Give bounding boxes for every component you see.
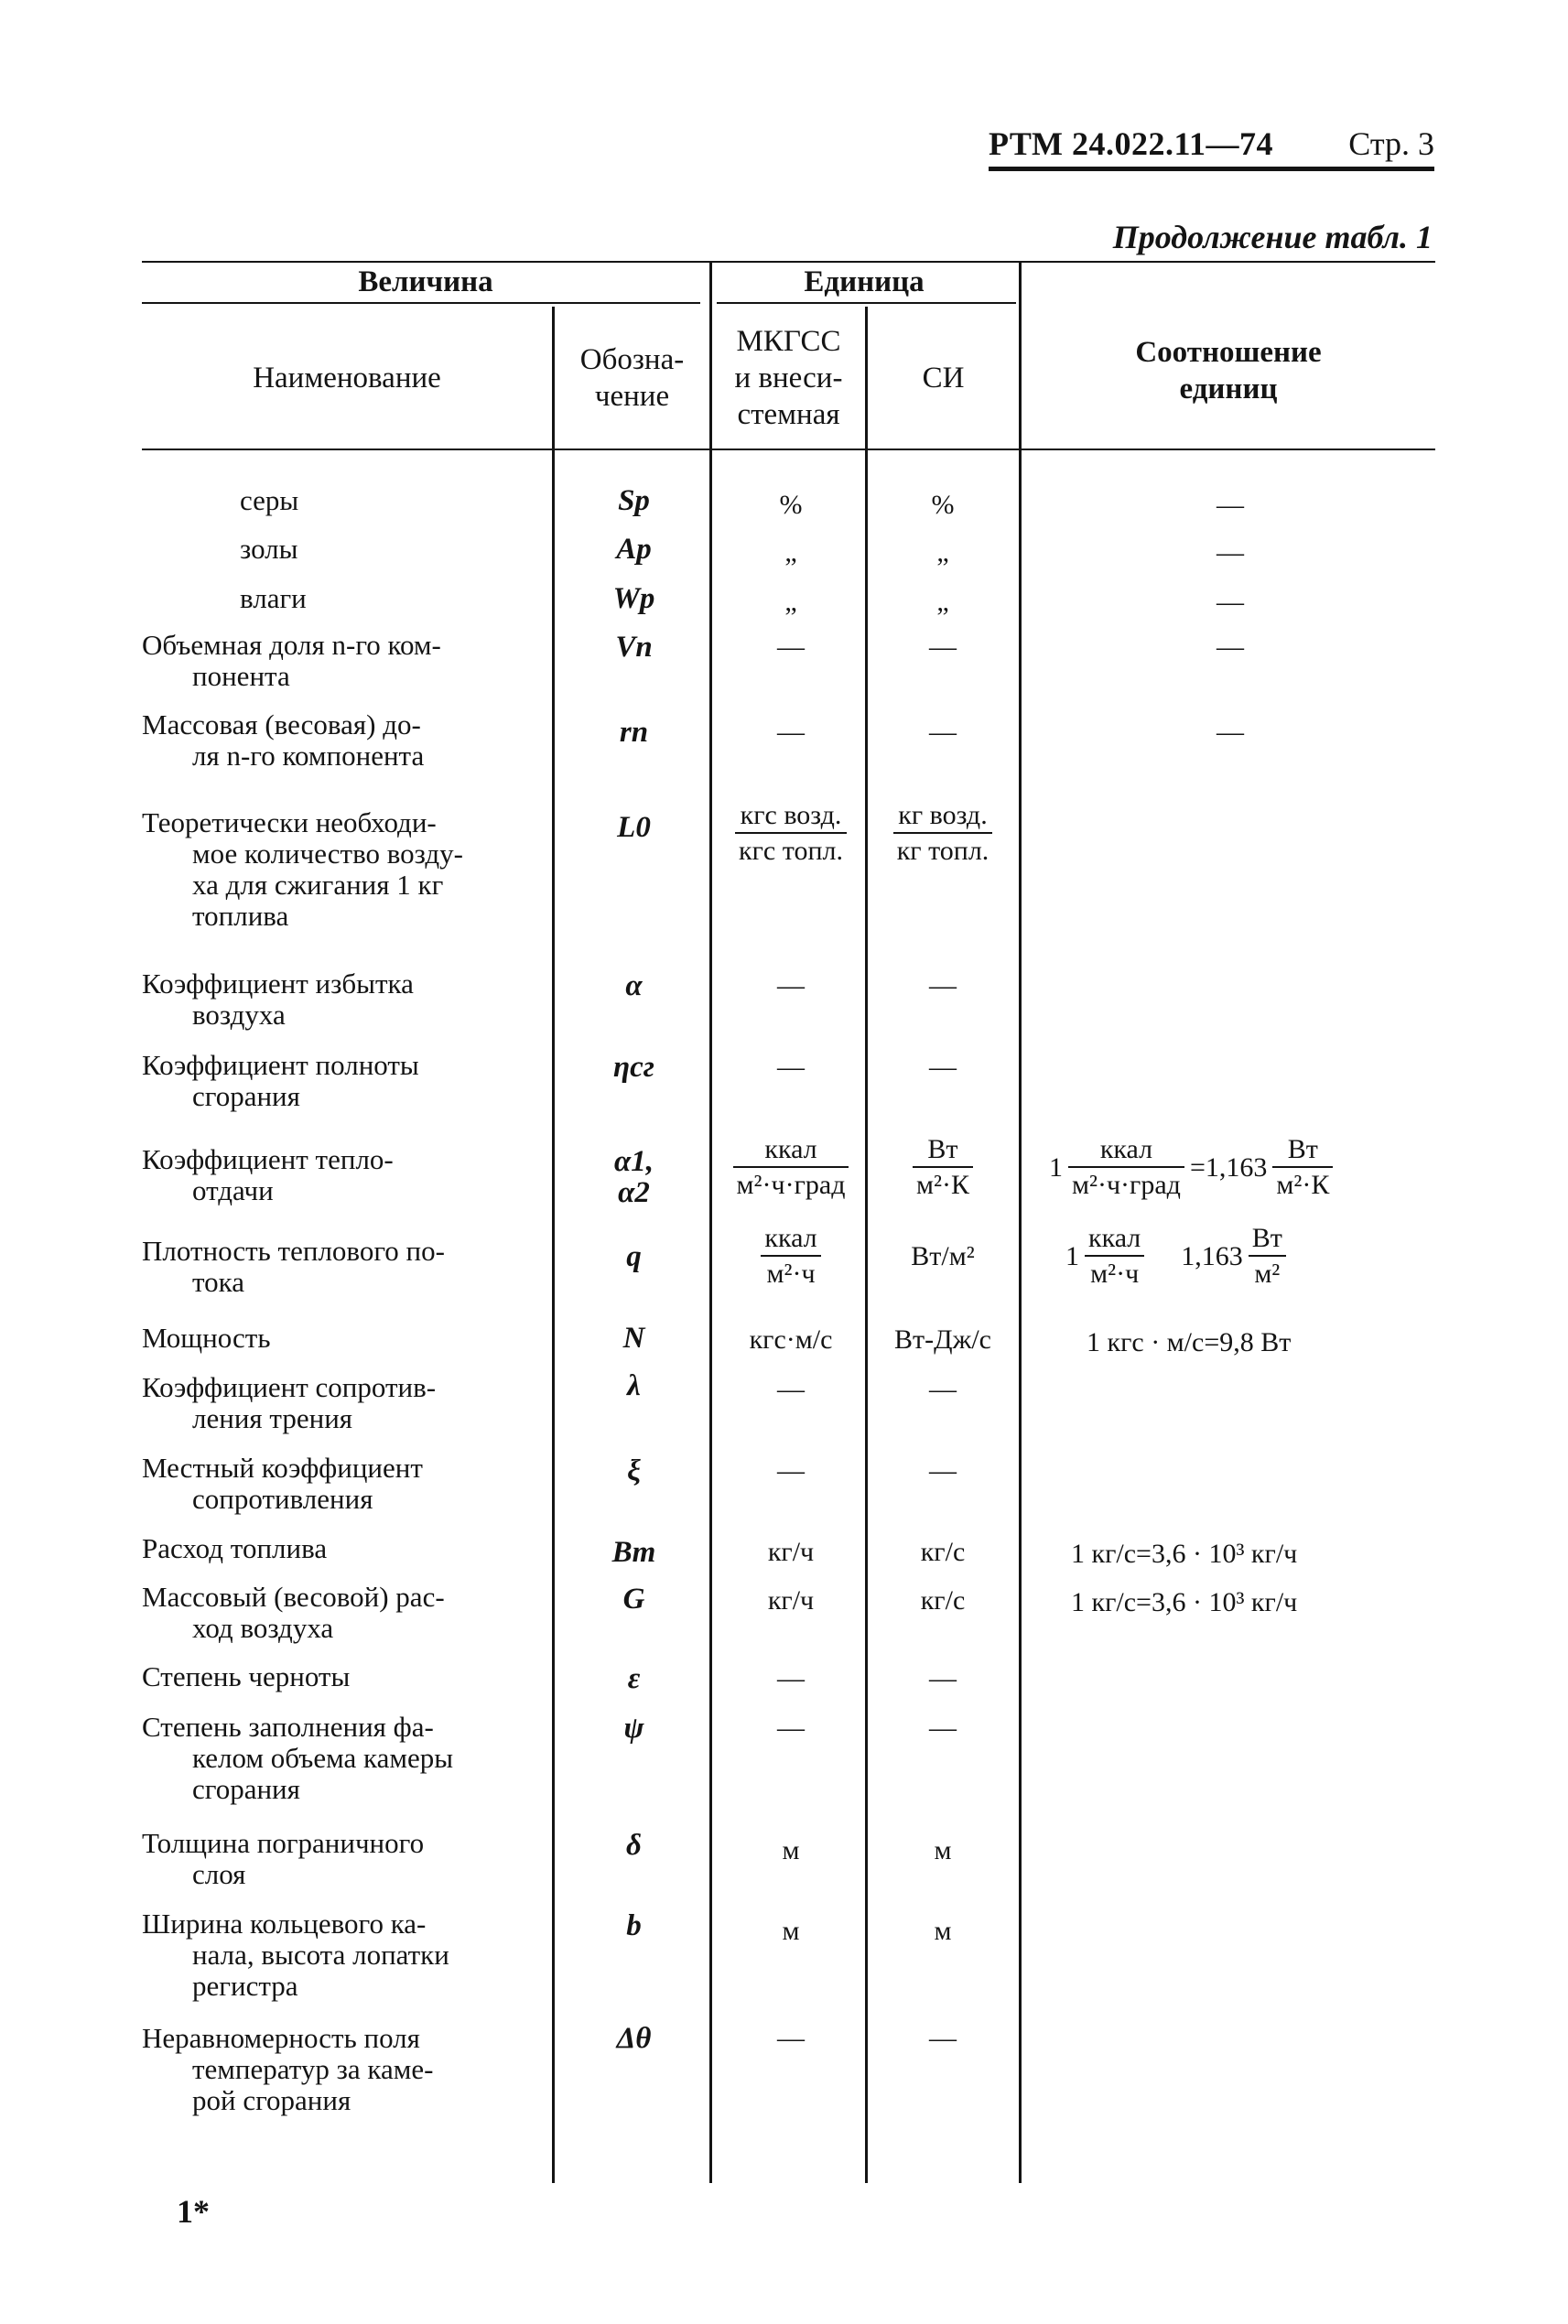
row-si-friction-coefficient: —: [929, 1374, 957, 1404]
row-mkgss-emissivity: —: [777, 1663, 805, 1693]
row-si-air-mass-flow: кг/с: [920, 1585, 966, 1616]
row-name-flame-filling: Степень заполнения фа- келом объема камеры сгорания: [142, 1711, 454, 1805]
row-symbol-fuel-flow: Bт: [611, 1536, 656, 1569]
header-unit: Единица: [804, 265, 925, 298]
document-code: РТМ 24.022.11—74: [989, 125, 1273, 162]
row-mkgss-heat-flux: $\frac{\text{ккал}}{\text{м²·ч}}$: [717, 1222, 865, 1292]
row-mkgss-combustion-completeness: —: [777, 1052, 805, 1082]
row-si-mass-fraction: —: [929, 717, 957, 747]
row-mkgss-moisture: „: [784, 587, 797, 617]
row-si-heat-flux: Вт/м²: [911, 1241, 975, 1271]
row-name-annular-channel: Ширина кольцевого ка- нала, высота лопатки регистра: [142, 1908, 449, 2002]
row-relation-moisture: —: [1217, 587, 1244, 617]
header-bottom-rule: [142, 449, 1435, 450]
row-name-air-mass-flow: Массовый (весовой) рас- ход воздуха: [142, 1581, 445, 1644]
row-si-emissivity: —: [929, 1663, 957, 1693]
row-relation-mass-fraction: —: [1217, 717, 1244, 747]
row-symbol-air-mass-flow: G: [622, 1583, 645, 1616]
header-sub-rule-right: [717, 302, 1016, 304]
row-symbol-local-resistance: ξ: [627, 1454, 641, 1487]
row-symbol-ash: Aр: [616, 533, 652, 566]
row-relation-fuel-flow: 1 кг/с=3,6 · 10³ кг/ч: [1071, 1539, 1298, 1569]
header-name: Наименование: [253, 361, 441, 395]
row-si-temperature-nonuniformity: —: [929, 2023, 957, 2053]
row-mkgss-fuel-flow: кг/ч: [767, 1537, 815, 1567]
row-mkgss-theoretical-air: $\frac{\text{кгс возд.}}{\text{кгс топл.}}$: [717, 799, 865, 869]
row-name-emissivity: Степень черноты: [142, 1660, 351, 1692]
row-relation-air-mass-flow: 1 кг/с=3,6 · 10³ кг/ч: [1071, 1587, 1298, 1617]
row-si-power: Вт-Дж/с: [894, 1324, 991, 1355]
row-mkgss-excess-air: —: [777, 970, 805, 1000]
row-si-sulfur: %: [931, 490, 955, 520]
row-mkgss-volume-fraction: —: [777, 632, 805, 662]
row-name-temperature-nonuniformity: Неравномерность поля температур за каме- рой сгорания: [142, 2022, 434, 2116]
row-name-friction-coefficient: Коэффициент сопротив- ления трения: [142, 1371, 437, 1434]
row-si-boundary-layer: м: [934, 1835, 952, 1865]
row-name-ash: золы: [240, 533, 298, 565]
row-name-mass-fraction: Массовая (весовая) до- ля n-го компонента: [142, 708, 425, 772]
row-name-boundary-layer: Толщина пограничного слоя: [142, 1827, 425, 1890]
row-symbol-combustion-completeness: ηсг: [613, 1051, 654, 1084]
column-rule-1: [552, 307, 555, 2183]
row-name-moisture: влаги: [240, 582, 307, 614]
row-name-fuel-flow: Расход топлива: [142, 1532, 328, 1564]
row-mkgss-sulfur: %: [779, 490, 803, 520]
row-si-flame-filling: —: [929, 1713, 957, 1743]
page-footnote-mark: 1*: [177, 2193, 210, 2230]
row-relation-ash: —: [1217, 537, 1244, 567]
row-relation-volume-fraction: —: [1217, 632, 1244, 662]
row-mkgss-mass-fraction: —: [777, 717, 805, 747]
row-name-heat-flux: Плотность теплового по- тока: [142, 1235, 445, 1298]
header-quantity: Величина: [358, 265, 493, 298]
row-name-heat-transfer: Коэффициент тепло- отдачи: [142, 1143, 394, 1206]
row-relation-heat-flux: 1 $\frac{\text{ккал}}{\text{м²·ч}}$ 1,163 $\frac{Вт}{\text{м²}}$: [1060, 1222, 1470, 1292]
row-symbol-emissivity: ε: [627, 1662, 641, 1695]
row-mkgss-flame-filling: —: [777, 1713, 805, 1743]
row-symbol-heat-transfer: α1, α2: [613, 1145, 654, 1209]
row-name-theoretical-air: Теоретически необходи- мое количество возду- ха для сжигания 1 кг топлива: [142, 806, 463, 932]
row-symbol-sulfur: Sр: [618, 484, 650, 517]
row-mkgss-annular-channel: м: [782, 1916, 800, 1946]
row-symbol-power: N: [622, 1322, 645, 1355]
row-name-sulfur: серы: [240, 484, 299, 516]
row-symbol-temperature-nonuniformity: Δθ: [616, 2022, 652, 2055]
column-rule-3: [865, 307, 868, 2183]
row-symbol-flame-filling: ψ: [623, 1712, 644, 1745]
row-symbol-excess-air: α: [625, 969, 643, 1002]
row-relation-power: 1 кгс · м/с=9,8 Вт: [1087, 1327, 1292, 1357]
row-si-excess-air: —: [929, 970, 957, 1000]
row-si-theoretical-air: $\frac{\text{кг возд.}}{\text{кг топл.}}$: [870, 799, 1016, 869]
page-number: Стр. 3: [1348, 125, 1434, 162]
page-header: [989, 119, 1434, 174]
row-si-fuel-flow: кг/с: [920, 1537, 966, 1567]
row-mkgss-power: кгс·м/с: [749, 1324, 833, 1355]
row-si-combustion-completeness: —: [929, 1052, 957, 1082]
header-sub-rule-left: [142, 302, 700, 304]
header-rule: [989, 167, 1434, 171]
row-symbol-boundary-layer: δ: [626, 1829, 642, 1862]
row-mkgss-heat-transfer: $\frac{\text{ккал}}{\text{м²·ч·град}}$: [717, 1133, 865, 1203]
row-si-moisture: „: [936, 587, 949, 617]
row-mkgss-air-mass-flow: кг/ч: [767, 1585, 815, 1616]
header-mkgss: МКГСС и внеси- стемная: [734, 324, 843, 431]
row-name-volume-fraction: Объемная доля n-го ком- понента: [142, 629, 441, 692]
row-mkgss-friction-coefficient: —: [777, 1374, 805, 1404]
row-mkgss-boundary-layer: м: [782, 1835, 800, 1865]
row-name-power: Мощность: [142, 1322, 271, 1354]
row-mkgss-ash: „: [784, 537, 797, 567]
header-relation: Соотношение единиц: [1135, 336, 1322, 405]
column-rule-4: [1019, 261, 1022, 2183]
header-si: СИ: [922, 361, 965, 395]
row-symbol-annular-channel: b: [626, 1909, 642, 1942]
row-symbol-friction-coefficient: λ: [627, 1369, 641, 1402]
row-relation-heat-transfer: 1 $\frac{\text{ккал}}{\text{м²·ч·град}}$ =1,163 $\frac{Вт}{\text{м²·К}}$: [1044, 1133, 1454, 1203]
column-rule-2: [709, 261, 712, 2183]
row-symbol-volume-fraction: Vn: [615, 631, 653, 664]
row-si-local-resistance: —: [929, 1455, 957, 1486]
row-si-annular-channel: м: [934, 1916, 952, 1946]
row-relation-sulfur: —: [1217, 490, 1244, 520]
row-si-volume-fraction: —: [929, 632, 957, 662]
row-symbol-heat-flux: q: [626, 1240, 642, 1273]
row-name-combustion-completeness: Коэффициент полноты сгорания: [142, 1049, 419, 1112]
row-symbol-mass-fraction: rn: [619, 716, 649, 749]
row-mkgss-local-resistance: —: [777, 1455, 805, 1486]
units-table: [142, 261, 1435, 2201]
row-mkgss-temperature-nonuniformity: —: [777, 2023, 805, 2053]
row-si-heat-transfer: $\frac{Вт}{\text{м²·К}}$: [870, 1133, 1016, 1203]
table-continuation-caption: Продолжение табл. 1: [1112, 219, 1433, 255]
row-name-local-resistance: Местный коэффициент сопротивления: [142, 1452, 423, 1515]
row-name-excess-air: Коэффициент избытка воздуха: [142, 967, 414, 1031]
row-symbol-theoretical-air: L0: [617, 811, 651, 844]
row-si-ash: „: [936, 537, 949, 567]
row-symbol-moisture: Wр: [612, 582, 655, 615]
header-symbol: Обозна- чение: [579, 342, 685, 413]
